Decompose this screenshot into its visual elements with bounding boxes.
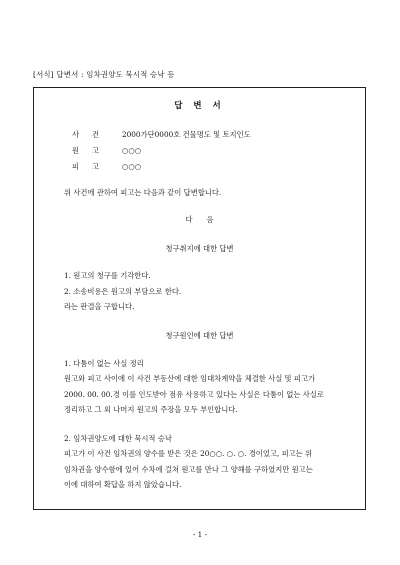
claim-item: 2. 소송비용은 원고의 부담으로 한다. [64,287,182,296]
section-heading: 청구취지에 대한 답변 [165,244,234,253]
plaintiff-name: ○○○ [122,146,142,155]
paragraph-line: 피고가 이 사건 임차권의 양수를 받은 것은 20○○. ○. ○. 경이었고, 피고는 위 [64,449,313,458]
section-heading: 청구원인에 대한 답변 [165,331,234,340]
document-title: 답 변 서 [174,101,225,111]
paragraph-line: 이에 대하여 확답을 하지 않았습니다. [64,480,182,489]
field-label-char: 피 [72,162,80,171]
page-caption: [서식] 답변서 : 임차권양도 묵시적 승낙 등 [33,70,175,79]
paragraph-line: 임차권을 양수함에 있어 수차에 걸쳐 원고를 만나 그 양해를 구하였지만 원고는 [64,465,313,474]
field-label-char: 고 [92,146,100,155]
claim-item: 1. 원고의 청구를 기각한다. [64,271,151,280]
field-label-char: 고 [92,162,100,171]
field-label-char: 건 [92,130,100,139]
case-number: 2000가단0000호 건물명도 및 토지인도 [122,130,251,139]
answer-document [33,87,366,510]
paragraph-line: 원고와 피고 사이에 이 사건 부동산에 대한 임대차계약을 체결한 사실 및 피고가 [64,374,316,383]
subsection-title: 1. 다툼이 없는 사실 정리 [64,359,144,368]
paragraph-line: 정리하고 그 외 나머지 원고의 주장을 모두 부인합니다. [64,405,238,414]
paragraph-line: 2000. 00. 00.경 이를 인도받아 점유 사용하고 있다는 사실은 다툼이 없는 사실로 [64,390,324,399]
field-label-char: 사 [72,130,80,139]
intro-text: 위 사건에 관하여 피고는 다음과 같이 답변합니다. [64,188,222,197]
defendant-name: ○○○ [122,162,142,171]
next-heading: 다 음 [185,215,214,224]
claim-closing: 라는 판결을 구합니다. [64,302,135,311]
field-label-char: 원 [72,146,80,155]
page-number: - 1 - [192,530,208,539]
subsection-title: 2. 임차권양도에 대한 묵시적 승낙 [64,434,172,443]
